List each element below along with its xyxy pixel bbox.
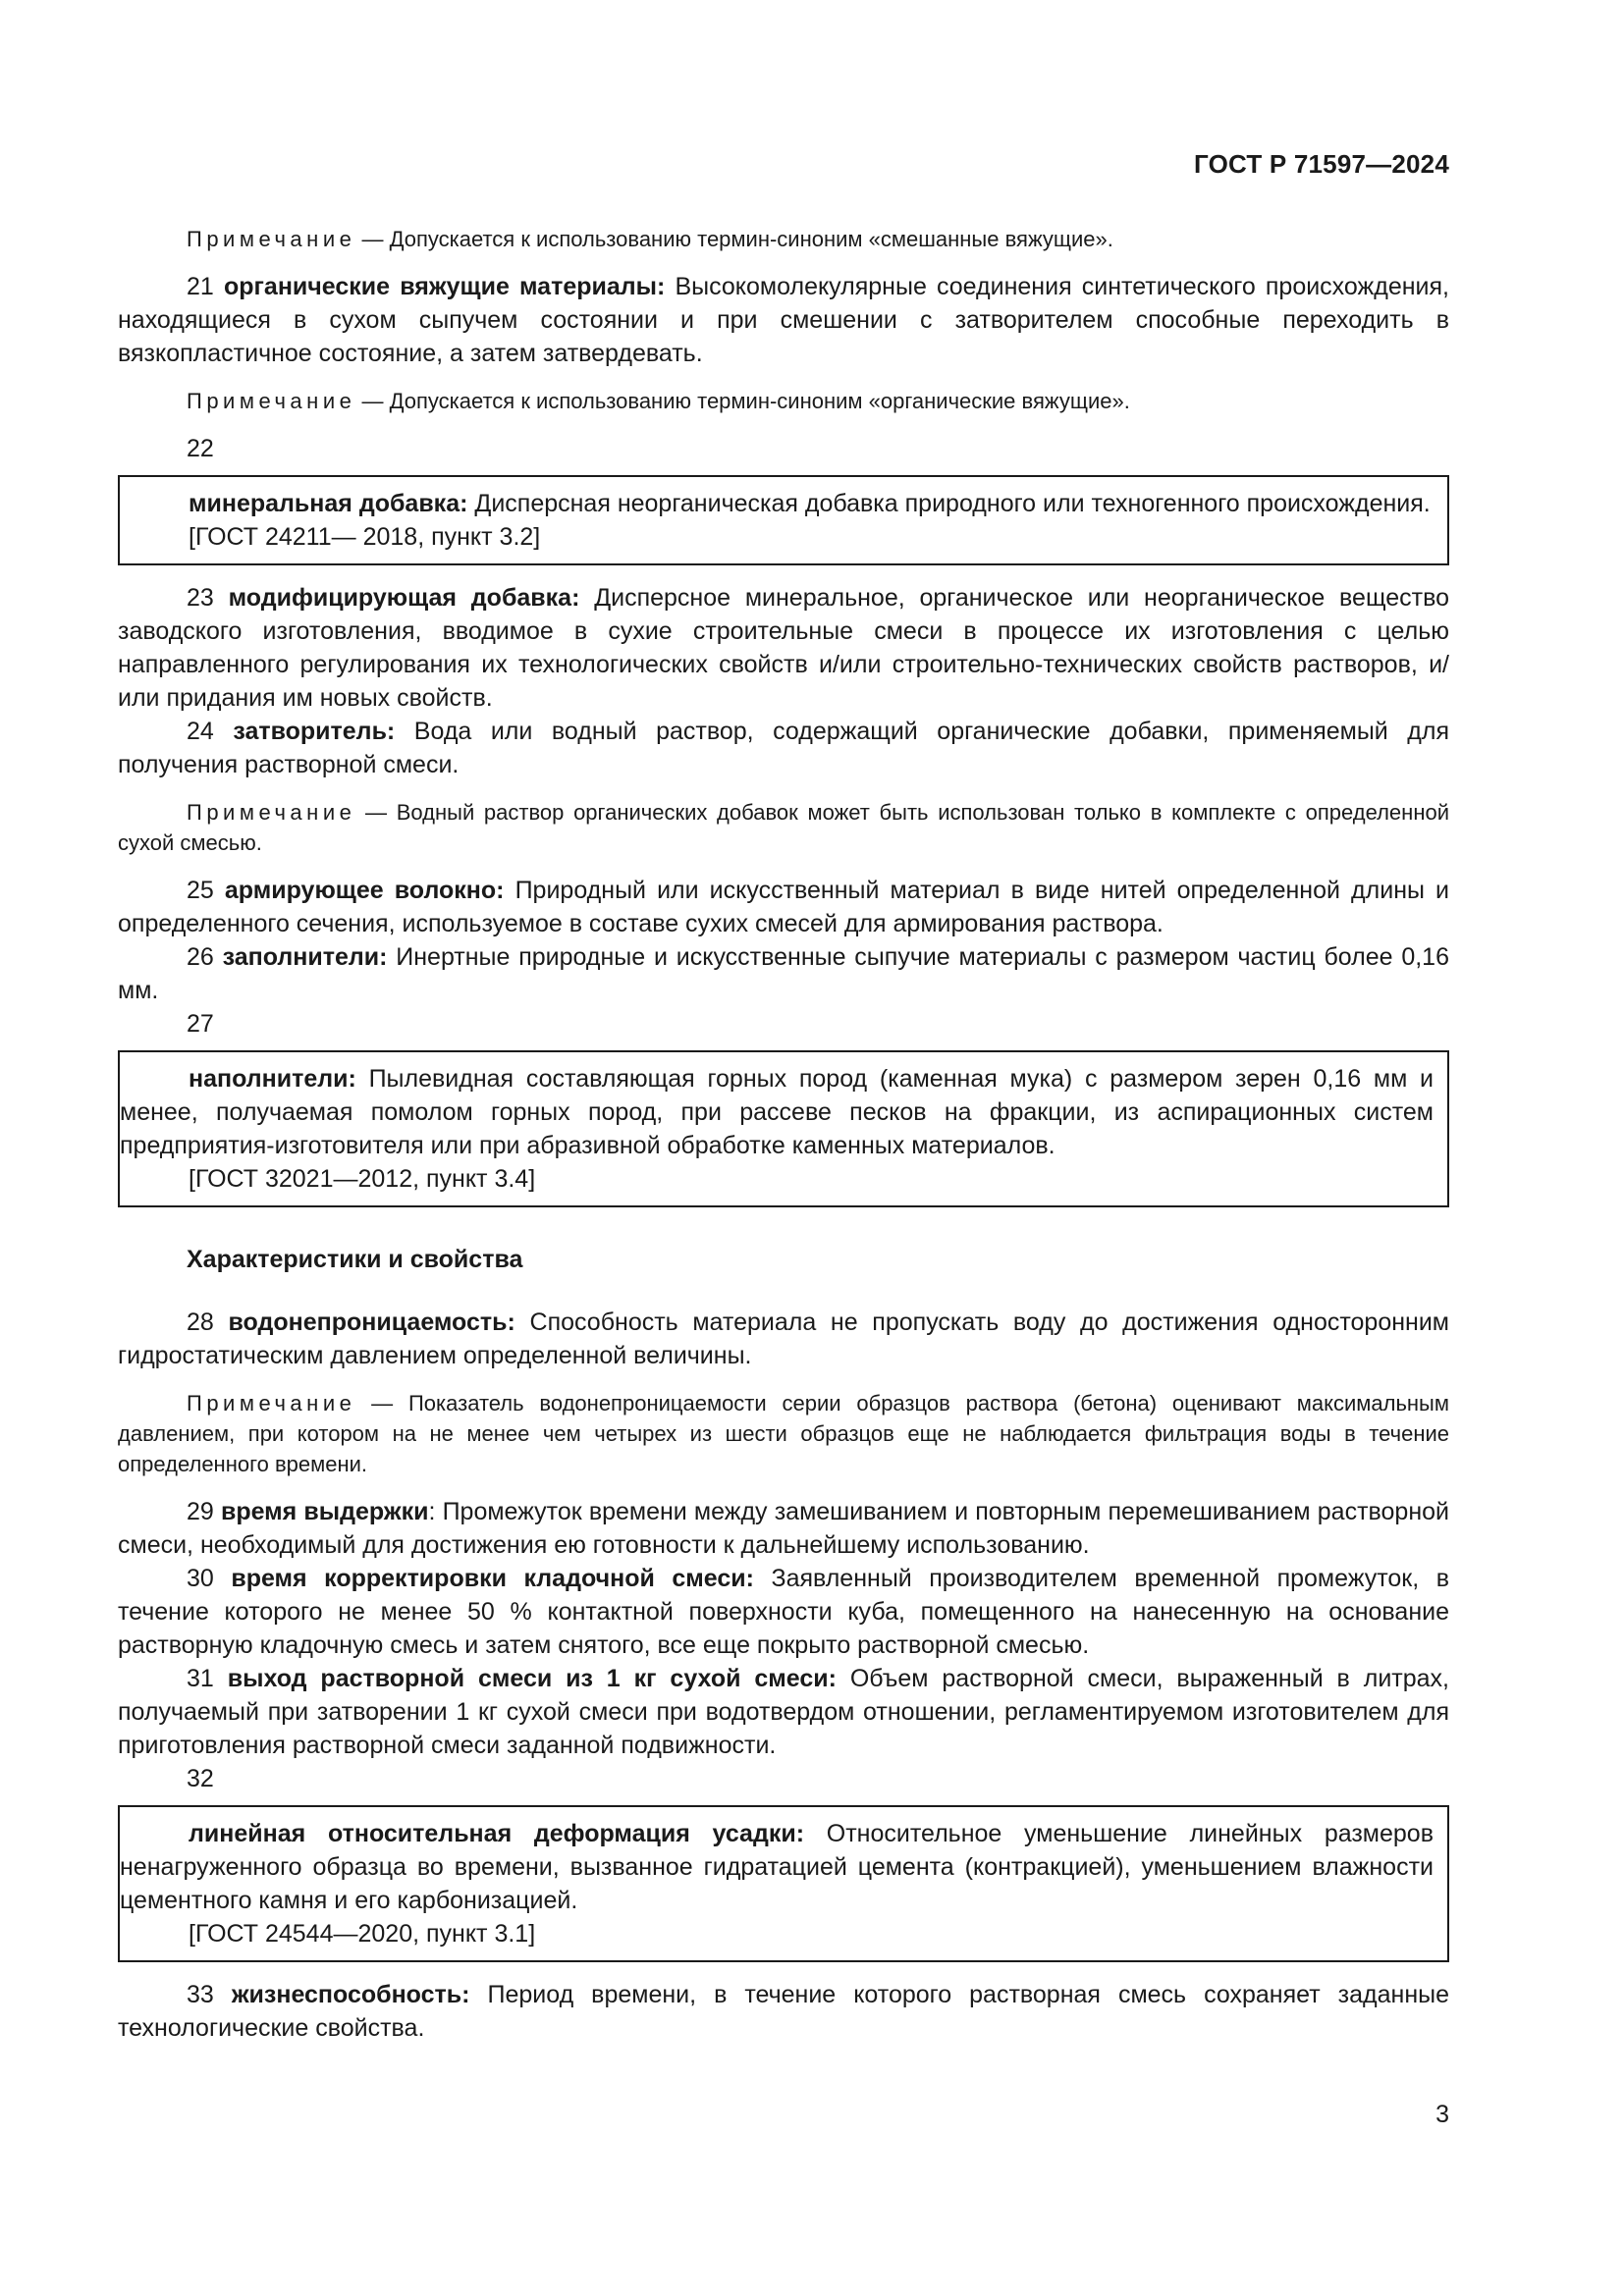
term-name: жизнеспособность: [231, 1981, 470, 2008]
term-22: минеральная добавка: Дисперсная неорганическая добавка природного или техногенного происхождения. [189, 490, 1431, 517]
note-28: Примечание — Показатель водонепроницаемости серии образцов раствора (бетона) оценивают максимальным давлением, при котором на не менее чем четырех из шести образцов еще не наблюдается фильтрация воды в течение определенного времени. [118, 1391, 1449, 1476]
document-body [118, 224, 1449, 2045]
term-name: время выдержки [220, 1498, 429, 1525]
term-31: 31 выход растворной смеси из 1 кг сухой смеси: Объем растворной смеси, выраженный в литрах, получаемый при затворении 1 кг сухой смеси при водотвердом отношении, регламентируемом изготовителем для приготовления растворной смеси заданной подвижности. [118, 1665, 1449, 1759]
term-27-reference: [ГОСТ 32021—2012, пункт 3.4] [189, 1165, 536, 1193]
term-27-number: 27 [187, 1010, 214, 1038]
term-25: 25 армирующее волокно: Природный или искусственный материал в виде нитей определенной длины и определенного сечения, используемое в составе сухих смесей для армирования раствора. [118, 877, 1450, 937]
term-32-box [118, 1805, 1449, 1962]
term-24: 24 затворитель: Вода или водный раствор, содержащий органические добавки, применяемый для получения растворной смеси. [118, 718, 1449, 778]
document-header: ГОСТ Р 71597—2024 [1194, 149, 1449, 179]
term-32: линейная относительная деформация усадки: Относительное уменьшение линейных размеров ненагруженного образца во времени, вызванное гидратацией цемента (контракцией), уменьшением влажности цементного камня и его карбонизацией. [120, 1820, 1434, 1914]
term-28: 28 водонепроницаемость: Способность материала не пропускать воду до достижения односторонним гидростатическим давлением определенной величины. [118, 1308, 1449, 1369]
term-32-reference: [ГОСТ 24544—2020, пункт 3.1] [189, 1920, 536, 1948]
page-number: 3 [1435, 2101, 1449, 2128]
term-name: модифицирующая добавка: [228, 584, 580, 612]
note-24: Примечание — Водный раствор органических добавок может быть использован только в комплекте с определенной сухой смесью. [118, 800, 1449, 855]
term-name: выход растворной смеси из 1 кг сухой смеси: [227, 1665, 837, 1692]
term-27: наполнители: Пылевидная составляющая горных пород (каменная мука) с размером зерен 0,16 мм и менее, получаемая помолом горных пород, при рассеве песков на фракции, из аспирационных систем предприятия-изготовителя или при абразивной обработке каменных материалов. [120, 1065, 1434, 1159]
term-name: минеральная добавка: [189, 490, 468, 517]
note-label: Примечание [187, 800, 356, 825]
term-22-number: 22 [187, 435, 214, 462]
term-22-reference: [ГОСТ 24211— 2018, пункт 3.2] [189, 523, 541, 551]
term-27-box [118, 1050, 1449, 1207]
note-21: Примечание — Допускается к использованию термин-синоним «органические вяжущие». [187, 389, 1130, 413]
term-29: 29 время выдержки: Промежуток времени между замешиванием и повторным перемешиванием растворной смеси, необходимый для достижения ею готовности к дальнейшему использованию. [118, 1498, 1449, 1559]
term-name: затворитель: [233, 718, 396, 745]
term-name: армирующее волокно: [224, 877, 505, 904]
term-21: 21 органические вяжущие материалы: Высокомолекулярные соединения синтетического происхождения, находящиеся в сухом сыпучем состоянии и при смешении с затворителем способные переходить в вязкопластичное состояние, а затем затвердевать. [118, 273, 1449, 367]
term-name: заполнители: [222, 943, 388, 971]
term-22-box [118, 475, 1449, 565]
note-label: Примечание [187, 227, 356, 251]
term-name: органические вяжущие материалы: [223, 273, 666, 300]
note-label: Примечание [187, 389, 356, 413]
term-name: время корректировки кладочной смеси: [231, 1565, 754, 1592]
term-32-number: 32 [187, 1765, 214, 1792]
note-label: Примечание [187, 1391, 356, 1415]
term-33: 33 жизнеспособность: Период времени, в течение которого растворная смесь сохраняет заданные технологические свойства. [118, 1981, 1450, 2042]
section-heading: Характеристики и свойства [187, 1246, 523, 1273]
term-name: линейная относительная деформация усадки: [189, 1820, 805, 1847]
term-26: 26 заполнители: Инертные природные и искусственные сыпучие материалы с размером частиц более 0,16 мм. [118, 943, 1449, 1004]
term-name: наполнители: [189, 1065, 356, 1093]
note-20: Примечание — Допускается к использованию термин-синоним «смешанные вяжущие». [187, 227, 1113, 251]
term-23: 23 модифицирующая добавка: Дисперсное минеральное, органическое или неорганическое вещество заводского изготовления, вводимое в сухие строительные смеси в процессе их изготовления с целью направленного регулирования их технологических свойств и/или строительно-технических свойств растворов, и/или придания им новых свойств. [118, 584, 1450, 712]
term-30: 30 время корректировки кладочной смеси: Заявленный производителем временной промежуток, в течение которого не менее 50 % контактной поверхности куба, помещенного на нанесенную на основание растворную кладочную смесь и затем снятого, все еще покрыто растворной смесью. [118, 1565, 1449, 1659]
term-name: водонепроницаемость: [228, 1308, 515, 1336]
